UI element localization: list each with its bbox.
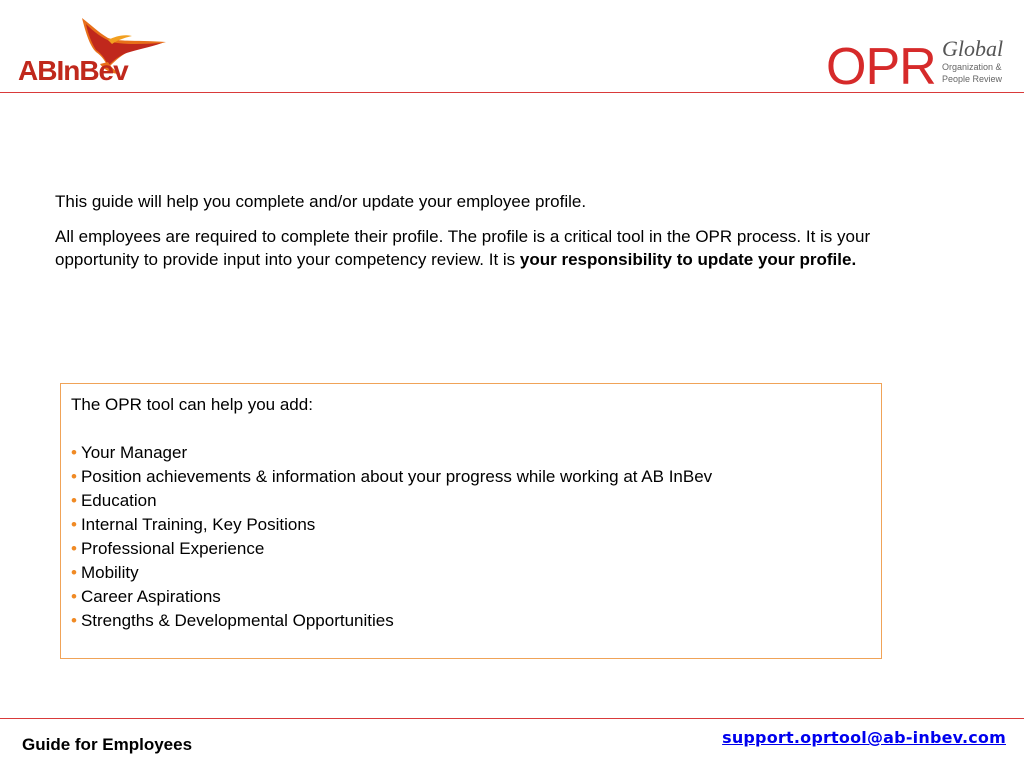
intro-paragraph-text: All employees are required to complete their profile. The profile is a critical tool in the OPR process. It is your opportunity to provide input into your competency review. It is bbox=[55, 227, 871, 269]
bullet-icon: • bbox=[71, 587, 77, 606]
list-item-text: Career Aspirations bbox=[80, 587, 221, 606]
list-item-text: Position achievements & information about your progress while working at AB InBev bbox=[80, 467, 713, 486]
opr-logo-line2: People Review bbox=[942, 74, 1003, 84]
list-item bbox=[71, 441, 871, 465]
support-email-link[interactable]: support.oprtool@ab-inbev.com bbox=[722, 728, 1006, 747]
list-item-text: Professional Experience bbox=[80, 539, 265, 558]
opr-logo-word: OPR bbox=[826, 38, 936, 90]
features-list bbox=[71, 441, 871, 633]
list-item-text: Strengths & Developmental Opportunities bbox=[80, 611, 394, 630]
list-item-text: Mobility bbox=[80, 563, 139, 582]
list-item-text: Education bbox=[80, 491, 157, 510]
opr-global-logo bbox=[826, 36, 1022, 90]
list-item bbox=[71, 465, 871, 489]
ab-inbev-logo bbox=[16, 12, 176, 88]
features-intro: The OPR tool can help you add: bbox=[71, 395, 313, 414]
list-item bbox=[71, 513, 871, 537]
intro-section bbox=[55, 190, 955, 271]
list-item bbox=[71, 489, 871, 513]
footer-divider bbox=[0, 718, 1024, 719]
opr-logo-line1: Organization & bbox=[942, 62, 1002, 72]
bullet-icon: • bbox=[71, 515, 77, 534]
opr-tool-features-box bbox=[60, 383, 882, 659]
bullet-icon: • bbox=[71, 611, 77, 630]
opr-logo-tagline: Global bbox=[942, 36, 1004, 61]
list-item bbox=[71, 537, 871, 561]
bullet-icon: • bbox=[71, 443, 77, 462]
footer-title: Guide for Employees bbox=[22, 735, 193, 754]
intro-paragraph bbox=[55, 225, 955, 271]
bullet-icon: • bbox=[71, 539, 77, 558]
list-item-text: Your Manager bbox=[80, 443, 188, 462]
ab-inbev-logo-text: ABInBev bbox=[18, 55, 128, 86]
bullet-icon: • bbox=[71, 563, 77, 582]
header-divider bbox=[0, 92, 1024, 93]
list-item bbox=[71, 609, 871, 633]
list-item-text: Internal Training, Key Positions bbox=[80, 515, 316, 534]
bullet-icon: • bbox=[71, 467, 77, 486]
list-item bbox=[71, 585, 871, 609]
list-item bbox=[71, 561, 871, 585]
intro-line: This guide will help you complete and/or update your employee profile. bbox=[55, 192, 587, 211]
bullet-icon: • bbox=[71, 491, 77, 510]
intro-paragraph-emphasis: your responsibility to update your profile. bbox=[519, 250, 857, 269]
